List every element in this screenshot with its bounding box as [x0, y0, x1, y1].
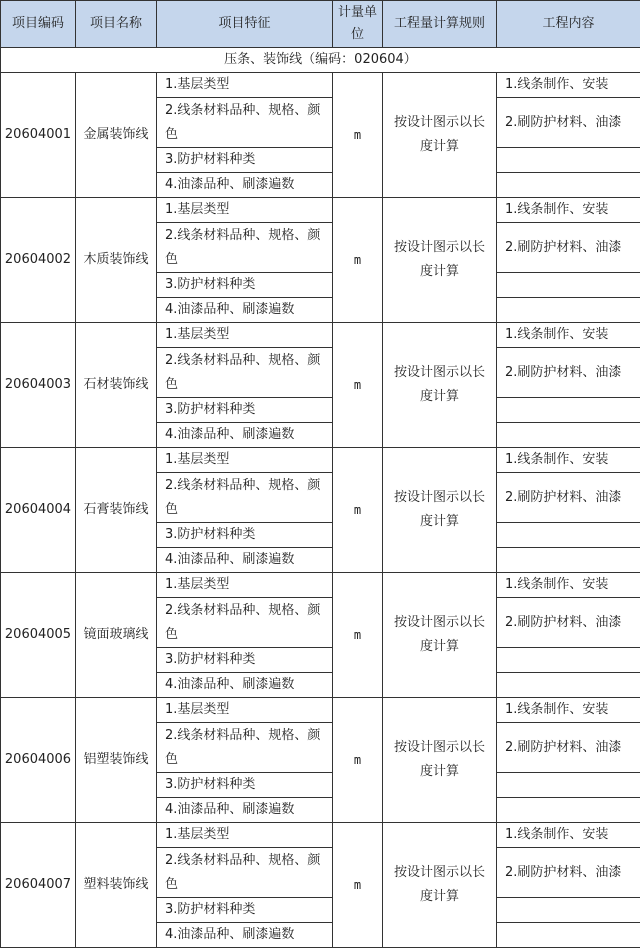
work-protect-paint: 2.刷防护材料、油漆	[497, 723, 640, 773]
item-code: 20604003	[1, 323, 76, 448]
feature-material-spec: 2.线条材料品种、规格、颜色	[157, 723, 333, 773]
feature-material-spec: 2.线条材料品种、规格、颜色	[157, 473, 333, 523]
work-make-install: 1.线条制作、安装	[497, 73, 640, 98]
work-empty	[497, 648, 640, 673]
item-unit: m	[333, 323, 383, 448]
work-make-install: 1.线条制作、安装	[497, 448, 640, 473]
feature-paint: 4.油漆品种、刷漆遍数	[157, 673, 333, 698]
work-empty	[497, 423, 640, 448]
work-protect-paint: 2.刷防护材料、油漆	[497, 848, 640, 898]
item-name: 塑料装饰线	[76, 823, 157, 948]
item-code: 20604002	[1, 198, 76, 323]
feature-paint: 4.油漆品种、刷漆遍数	[157, 173, 333, 198]
header-features: 项目特征	[157, 1, 333, 48]
item-code: 20604005	[1, 573, 76, 698]
table-row	[1, 823, 640, 848]
table-row	[1, 323, 640, 348]
feature-base-type: 1.基层类型	[157, 573, 333, 598]
feature-base-type: 1.基层类型	[157, 823, 333, 848]
work-empty	[497, 298, 640, 323]
work-empty	[497, 523, 640, 548]
item-rule: 按设计图示以长度计算	[383, 323, 497, 448]
work-empty	[497, 398, 640, 423]
feature-protect-material: 3.防护材料种类	[157, 648, 333, 673]
feature-paint: 4.油漆品种、刷漆遍数	[157, 798, 333, 823]
feature-base-type: 1.基层类型	[157, 698, 333, 723]
header-rule: 工程量计算规则	[383, 1, 497, 48]
feature-protect-material: 3.防护材料种类	[157, 398, 333, 423]
table-row	[1, 73, 640, 98]
table-title: 压条、装饰线（编码：020604）	[1, 48, 640, 73]
work-empty	[497, 148, 640, 173]
item-rule: 按设计图示以长度计算	[383, 823, 497, 948]
feature-protect-material: 3.防护材料种类	[157, 148, 333, 173]
work-protect-paint: 2.刷防护材料、油漆	[497, 98, 640, 148]
item-name: 金属装饰线	[76, 73, 157, 198]
work-empty	[497, 673, 640, 698]
feature-material-spec: 2.线条材料品种、规格、颜色	[157, 348, 333, 398]
work-make-install: 1.线条制作、安装	[497, 323, 640, 348]
feature-paint: 4.油漆品种、刷漆遍数	[157, 548, 333, 573]
feature-base-type: 1.基层类型	[157, 73, 333, 98]
feature-material-spec: 2.线条材料品种、规格、颜色	[157, 98, 333, 148]
item-unit: m	[333, 698, 383, 823]
feature-protect-material: 3.防护材料种类	[157, 898, 333, 923]
work-make-install: 1.线条制作、安装	[497, 823, 640, 848]
feature-protect-material: 3.防护材料种类	[157, 773, 333, 798]
feature-paint: 4.油漆品种、刷漆遍数	[157, 923, 333, 948]
feature-base-type: 1.基层类型	[157, 448, 333, 473]
feature-material-spec: 2.线条材料品种、规格、颜色	[157, 223, 333, 273]
table-row	[1, 698, 640, 723]
feature-paint: 4.油漆品种、刷漆遍数	[157, 423, 333, 448]
header-name: 项目名称	[76, 1, 157, 48]
work-protect-paint: 2.刷防护材料、油漆	[497, 598, 640, 648]
item-name: 石材装饰线	[76, 323, 157, 448]
item-rule: 按设计图示以长度计算	[383, 198, 497, 323]
item-unit: m	[333, 573, 383, 698]
work-empty	[497, 898, 640, 923]
feature-protect-material: 3.防护材料种类	[157, 273, 333, 298]
work-empty	[497, 173, 640, 198]
item-unit: m	[333, 73, 383, 198]
work-empty	[497, 548, 640, 573]
feature-protect-material: 3.防护材料种类	[157, 523, 333, 548]
item-name: 铝塑装饰线	[76, 698, 157, 823]
work-empty	[497, 923, 640, 948]
item-rule: 按设计图示以长度计算	[383, 448, 497, 573]
item-code: 20604001	[1, 73, 76, 198]
feature-paint: 4.油漆品种、刷漆遍数	[157, 298, 333, 323]
feature-material-spec: 2.线条材料品种、规格、颜色	[157, 598, 333, 648]
table-row	[1, 573, 640, 598]
header-work: 工程内容	[497, 1, 640, 48]
item-name: 镜面玻璃线	[76, 573, 157, 698]
feature-material-spec: 2.线条材料品种、规格、颜色	[157, 848, 333, 898]
table-row	[1, 448, 640, 473]
table-body	[1, 73, 640, 948]
work-protect-paint: 2.刷防护材料、油漆	[497, 223, 640, 273]
item-name: 石膏装饰线	[76, 448, 157, 573]
header-unit: 计量单位	[333, 1, 383, 48]
work-protect-paint: 2.刷防护材料、油漆	[497, 473, 640, 523]
item-code: 20604007	[1, 823, 76, 948]
header-code: 项目编码	[1, 1, 76, 48]
item-rule: 按设计图示以长度计算	[383, 73, 497, 198]
item-unit: m	[333, 823, 383, 948]
item-rule: 按设计图示以长度计算	[383, 698, 497, 823]
work-make-install: 1.线条制作、安装	[497, 198, 640, 223]
item-unit: m	[333, 198, 383, 323]
work-empty	[497, 273, 640, 298]
work-make-install: 1.线条制作、安装	[497, 573, 640, 598]
item-name: 木质装饰线	[76, 198, 157, 323]
item-unit: m	[333, 448, 383, 573]
feature-base-type: 1.基层类型	[157, 198, 333, 223]
item-code: 20604006	[1, 698, 76, 823]
work-protect-paint: 2.刷防护材料、油漆	[497, 348, 640, 398]
work-empty	[497, 773, 640, 798]
table-row	[1, 198, 640, 223]
feature-base-type: 1.基层类型	[157, 323, 333, 348]
item-rule: 按设计图示以长度计算	[383, 573, 497, 698]
work-make-install: 1.线条制作、安装	[497, 698, 640, 723]
item-code: 20604004	[1, 448, 76, 573]
work-empty	[497, 798, 640, 823]
